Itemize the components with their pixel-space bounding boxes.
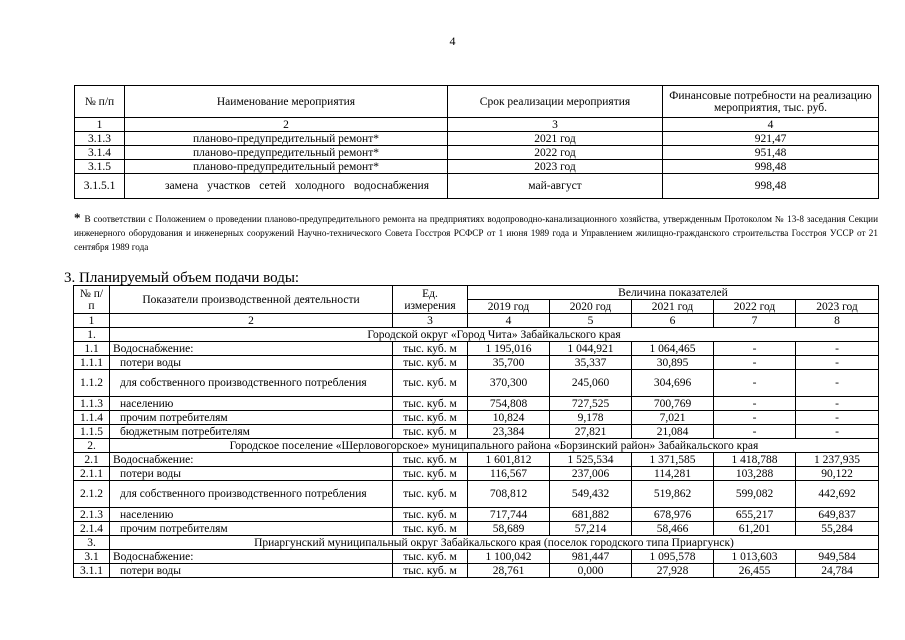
header-num: № п/п: [75, 86, 125, 118]
row-num: 2.1: [74, 453, 110, 467]
section-num: 3.: [74, 536, 110, 550]
row-num: 2.1.2: [74, 481, 110, 508]
header-year: 2022 год: [714, 300, 796, 314]
row-value: 1 601,812: [468, 453, 550, 467]
row-num: 3.1.4: [75, 146, 125, 160]
row-value: 58,689: [468, 522, 550, 536]
row-finance: 998,48: [663, 160, 879, 174]
row-value: 678,976: [632, 508, 714, 522]
row-value: -: [796, 425, 879, 439]
col-number: 4: [468, 314, 550, 328]
row-value: -: [714, 342, 796, 356]
row-measure: планово-предупредительный ремонт*: [125, 132, 448, 146]
header-term: Срок реализации мероприятия: [448, 86, 663, 118]
row-term: 2022 год: [448, 146, 663, 160]
row-unit: тыс. куб. м: [393, 356, 468, 370]
table2-body: [74, 328, 879, 578]
row-value: 245,060: [550, 370, 632, 397]
row-value: 1 013,603: [714, 550, 796, 564]
section-title: Городское поселение «Шерловогорское» муниципального района «Борзинский район» Забайкальского края: [110, 439, 879, 453]
row-unit: тыс. куб. м: [393, 397, 468, 411]
row-num: 3.1: [74, 550, 110, 564]
row-indicator: потери воды: [110, 356, 393, 370]
row-value: 28,761: [468, 564, 550, 578]
table-row: [74, 356, 879, 370]
row-unit: тыс. куб. м: [393, 508, 468, 522]
row-value: -: [796, 356, 879, 370]
row-num: 1.1.2: [74, 370, 110, 397]
row-indicator: для собственного производственного потребления: [110, 370, 393, 397]
row-value: 10,824: [468, 411, 550, 425]
measures-table: [74, 85, 879, 199]
section-row: [74, 328, 879, 342]
row-indicator: для собственного производственного потребления: [110, 481, 393, 508]
row-value: 7,021: [632, 411, 714, 425]
row-value: 681,882: [550, 508, 632, 522]
table-row: [74, 425, 879, 439]
table-row: [74, 342, 879, 356]
col-number: 7: [714, 314, 796, 328]
table-row: [74, 522, 879, 536]
row-num: 1.1.4: [74, 411, 110, 425]
row-value: 116,567: [468, 467, 550, 481]
section-title: Приаргунский муниципальный округ Забайкальского края (поселок городского типа Приаргунск): [110, 536, 879, 550]
table-row: [74, 397, 879, 411]
row-value: -: [796, 411, 879, 425]
header-values-group: Величина показателей: [468, 286, 879, 300]
row-indicator: бюджетным потребителям: [110, 425, 393, 439]
row-value: 1 100,042: [468, 550, 550, 564]
row-indicator: прочим потребителям: [110, 522, 393, 536]
row-value: 1 237,935: [796, 453, 879, 467]
row-num: 1.1.3: [74, 397, 110, 411]
col-number: 1: [74, 314, 110, 328]
row-value: 700,769: [632, 397, 714, 411]
page-number: 4: [449, 34, 456, 48]
row-unit: тыс. куб. м: [393, 467, 468, 481]
row-measure: планово-предупредительный ремонт*: [125, 146, 448, 160]
col-number: 4: [663, 118, 879, 132]
row-value: -: [714, 397, 796, 411]
table-row: [75, 146, 879, 160]
row-value: 237,006: [550, 467, 632, 481]
col-number: 5: [550, 314, 632, 328]
col-number: 8: [796, 314, 879, 328]
row-term: 2023 год: [448, 160, 663, 174]
row-value: 35,337: [550, 356, 632, 370]
row-value: 1 418,788: [714, 453, 796, 467]
row-unit: тыс. куб. м: [393, 564, 468, 578]
row-value: 599,082: [714, 481, 796, 508]
row-value: -: [714, 425, 796, 439]
row-indicator: Водоснабжение:: [110, 342, 393, 356]
row-value: 27,821: [550, 425, 632, 439]
row-indicator: потери воды: [110, 467, 393, 481]
row-value: 1 044,921: [550, 342, 632, 356]
measures-table-header: [75, 86, 879, 118]
row-value: 370,300: [468, 370, 550, 397]
row-value: 754,808: [468, 397, 550, 411]
row-value: 1 371,585: [632, 453, 714, 467]
header-measure: Наименование мероприятия: [125, 86, 448, 118]
table-row: [74, 453, 879, 467]
row-num: 3.1.5: [75, 160, 125, 174]
header-year: 2021 год: [632, 300, 714, 314]
table-row: [74, 370, 879, 397]
row-finance: 951,48: [663, 146, 879, 160]
row-unit: тыс. куб. м: [393, 425, 468, 439]
column-numbers-row: [75, 118, 879, 132]
row-value: 114,281: [632, 467, 714, 481]
row-value: 57,214: [550, 522, 632, 536]
row-value: 0,000: [550, 564, 632, 578]
row-value: 304,696: [632, 370, 714, 397]
row-value: 442,692: [796, 481, 879, 508]
col-number: 2: [110, 314, 393, 328]
row-value: 26,455: [714, 564, 796, 578]
row-value: 21,084: [632, 425, 714, 439]
column-numbers-row: [74, 314, 879, 328]
row-num: 3.1.5.1: [75, 174, 125, 199]
row-value: 55,284: [796, 522, 879, 536]
row-value: 1 064,465: [632, 342, 714, 356]
row-value: 58,466: [632, 522, 714, 536]
row-measure: планово-предупредительный ремонт*: [125, 160, 448, 174]
table-row: [74, 550, 879, 564]
row-num: 1.1: [74, 342, 110, 356]
row-unit: тыс. куб. м: [393, 411, 468, 425]
header-year: 2023 год: [796, 300, 879, 314]
row-value: 27,928: [632, 564, 714, 578]
row-value: 727,525: [550, 397, 632, 411]
header-num: № п/п: [74, 286, 110, 314]
table-row: [74, 467, 879, 481]
row-num: 1.1.1: [74, 356, 110, 370]
row-value: 1 095,578: [632, 550, 714, 564]
row-num: 1.1.5: [74, 425, 110, 439]
section-title: 3. Планируемый объем подачи воды:: [64, 270, 300, 286]
row-indicator: населению: [110, 397, 393, 411]
row-finance: 921,47: [663, 132, 879, 146]
col-number: 3: [448, 118, 663, 132]
table-row: [75, 132, 879, 146]
row-value: 30,895: [632, 356, 714, 370]
table-row: [75, 160, 879, 174]
row-indicator: населению: [110, 508, 393, 522]
table-row: [74, 564, 879, 578]
row-value: -: [714, 370, 796, 397]
header-finance: Финансовые потребности на реализацию мероприятия, тыс. руб.: [663, 86, 879, 118]
section-row: [74, 536, 879, 550]
section-num: 1.: [74, 328, 110, 342]
water-supply-table: [73, 285, 879, 578]
row-value: 708,812: [468, 481, 550, 508]
row-unit: тыс. куб. м: [393, 522, 468, 536]
row-indicator: прочим потребителям: [110, 411, 393, 425]
row-value: -: [714, 356, 796, 370]
row-unit: тыс. куб. м: [393, 453, 468, 467]
row-value: -: [714, 411, 796, 425]
row-value: 90,122: [796, 467, 879, 481]
row-value: 24,784: [796, 564, 879, 578]
row-value: -: [796, 342, 879, 356]
row-term: май-август: [448, 174, 663, 199]
row-value: 549,432: [550, 481, 632, 508]
table-row: [74, 508, 879, 522]
row-indicator: Водоснабжение:: [110, 550, 393, 564]
row-value: 103,288: [714, 467, 796, 481]
row-term: 2021 год: [448, 132, 663, 146]
row-num: 3.1.1: [74, 564, 110, 578]
row-indicator: Водоснабжение:: [110, 453, 393, 467]
section-num: 2.: [74, 439, 110, 453]
row-finance: 998,48: [663, 174, 879, 199]
row-num: 3.1.3: [75, 132, 125, 146]
row-value: 1 195,016: [468, 342, 550, 356]
row-unit: тыс. куб. м: [393, 342, 468, 356]
col-number: 3: [393, 314, 468, 328]
row-value: -: [796, 397, 879, 411]
table-row: [75, 174, 879, 199]
row-value: 1 525,534: [550, 453, 632, 467]
row-value: -: [796, 370, 879, 397]
row-value: 9,178: [550, 411, 632, 425]
row-value: 61,201: [714, 522, 796, 536]
row-value: 35,700: [468, 356, 550, 370]
table-row: [74, 411, 879, 425]
row-value: 519,862: [632, 481, 714, 508]
row-value: 949,584: [796, 550, 879, 564]
row-value: 655,217: [714, 508, 796, 522]
row-value: 23,384: [468, 425, 550, 439]
header-indicator: Показатели производственной деятельности: [110, 286, 393, 314]
row-num: 2.1.1: [74, 467, 110, 481]
row-num: 2.1.4: [74, 522, 110, 536]
row-indicator: потери воды: [110, 564, 393, 578]
row-value: 981,447: [550, 550, 632, 564]
section-title: Городской округ «Город Чита» Забайкальского края: [110, 328, 879, 342]
header-year: 2019 год: [468, 300, 550, 314]
table2-header-row: [74, 286, 879, 300]
footnote: [74, 211, 878, 254]
col-number: 2: [125, 118, 448, 132]
row-unit: тыс. куб. м: [393, 550, 468, 564]
row-value: 717,744: [468, 508, 550, 522]
section-row: [74, 439, 879, 453]
header-unit: Ед. измерения: [393, 286, 468, 314]
row-unit: тыс. куб. м: [393, 370, 468, 397]
row-value: 649,837: [796, 508, 879, 522]
row-unit: тыс. куб. м: [393, 481, 468, 508]
footnote-star: *: [74, 210, 81, 225]
table-row: [74, 481, 879, 508]
header-year: 2020 год: [550, 300, 632, 314]
row-measure: замена участков сетей холодного водоснабжения: [125, 174, 448, 199]
col-number: 6: [632, 314, 714, 328]
col-number: 1: [75, 118, 125, 132]
footnote-text: В соответствии с Положением о проведении планово-предупредительного ремонта на предприятиях водопроводно-канализационного хозяйства, утвержденным Протоколом № 13-8 заседания Секции инженерного оборудования и инженерных сооружений Научно-технического Совета Госстроя РСФСР от 1 июня 1989 года и Управлением жилищно-гражданского строительства Госстроя УССР от 21 сентября 1989 года: [74, 214, 878, 252]
row-num: 2.1.3: [74, 508, 110, 522]
